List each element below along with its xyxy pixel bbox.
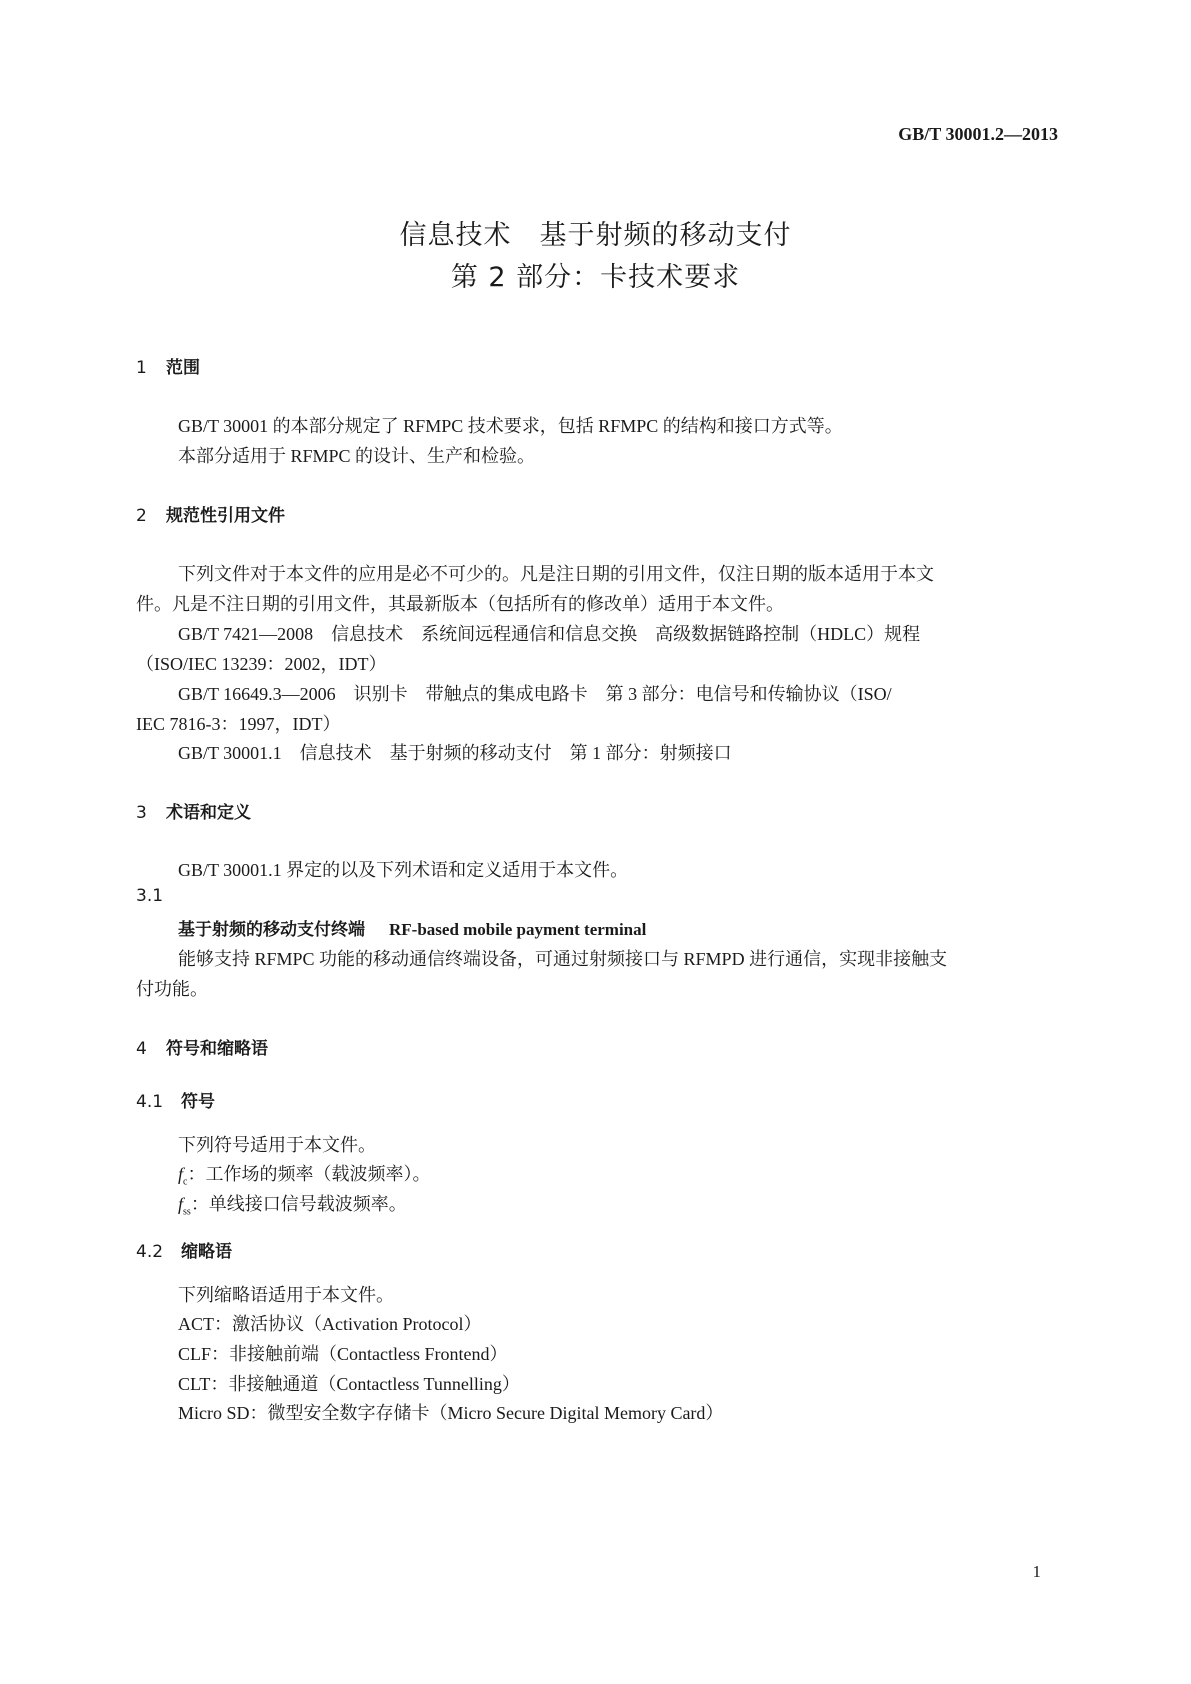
- section-title: 缩略语: [181, 1242, 232, 1262]
- abbreviation: CLT：非接触通道（Contactless Tunnelling）: [178, 1374, 520, 1394]
- section-title: 符号和缩略语: [166, 1039, 268, 1059]
- section-4-heading: [136, 1034, 268, 1059]
- section-title: 规范性引用文件: [166, 506, 285, 526]
- section-number: 3: [136, 803, 147, 823]
- symbol-definition: [178, 1190, 407, 1218]
- term-definition: 付功能。: [136, 979, 208, 999]
- normative-reference: GB/T 30001.1 信息技术 基于射频的移动支付 第 1 部分：射频接口: [178, 743, 732, 763]
- section-3-heading: [136, 798, 251, 823]
- section-number: 1: [136, 358, 147, 378]
- abbreviation: Micro SD：微型安全数字存储卡（Micro Secure Digital Memory Card）: [178, 1403, 724, 1423]
- page-number: 1: [1032, 1562, 1041, 1581]
- paragraph: 本部分适用于 RFMPC 的设计、生产和检验。: [178, 446, 536, 466]
- section-title: 范围: [166, 358, 200, 378]
- paragraph: 件。凡是不注日期的引用文件，其最新版本（包括所有的修改单）适用于本文件。: [136, 594, 784, 614]
- symbol-text: ：单线接口信号载波频率。: [190, 1194, 407, 1214]
- symbol: $f_{ss}$: [178, 1194, 191, 1218]
- term-number: 3.1: [136, 886, 164, 906]
- section-title: 符号: [181, 1092, 215, 1112]
- paragraph: GB/T 30001.1 界定的以及下列术语和定义适用于本文件。: [178, 860, 629, 880]
- section-title: 术语和定义: [166, 803, 251, 823]
- term-english: RF-based mobile payment terminal: [389, 920, 647, 939]
- section-4-1-heading: [136, 1087, 215, 1112]
- normative-reference: IEC 7816-3：1997，IDT）: [136, 714, 341, 734]
- section-number: 2: [136, 506, 147, 526]
- standard-code: GB/T 30001.2—2013: [898, 124, 1058, 144]
- section-number: 4: [136, 1039, 147, 1059]
- section-2-heading: [136, 501, 285, 526]
- section-number: 4.2: [136, 1242, 164, 1262]
- paragraph: GB/T 30001 的本部分规定了 RFMPC 技术要求，包括 RFMPC 的结构和接口方式等。: [178, 416, 843, 436]
- section-1-heading: [136, 353, 200, 378]
- document-title-line1: 信息技术 基于射频的移动支付: [399, 220, 792, 251]
- symbol: $f_c$: [178, 1164, 188, 1188]
- paragraph: 下列文件对于本文件的应用是必不可少的。凡是注日期的引用文件，仅注日期的版本适用于本文: [178, 564, 934, 584]
- normative-reference: GB/T 7421—2008 信息技术 系统间远程通信和信息交换 高级数据链路控制（HDLC）规程: [178, 624, 921, 644]
- normative-reference: GB/T 16649.3—2006 识别卡 带触点的集成电路卡 第 3 部分：电信号和传输协议（ISO/: [178, 684, 892, 704]
- section-number: 4.1: [136, 1092, 164, 1112]
- abbreviation: CLF：非接触前端（Contactless Frontend）: [178, 1344, 508, 1364]
- symbol-definition: [178, 1160, 430, 1188]
- abbreviation: ACT：激活协议（Activation Protocol）: [178, 1314, 482, 1334]
- section-4-2-heading: [136, 1237, 232, 1262]
- document-title-line2: 第 2 部分：卡技术要求: [450, 262, 741, 293]
- term-definition: 能够支持 RFMPC 功能的移动通信终端设备，可通过射频接口与 RFMPD 进行通信，实现非接触支: [178, 949, 948, 969]
- paragraph: 下列符号适用于本文件。: [178, 1135, 376, 1155]
- symbol-text: ：工作场的频率（载波频率）。: [187, 1164, 431, 1184]
- term-title: [178, 915, 646, 940]
- term-chinese: 基于射频的移动支付终端: [178, 920, 365, 940]
- normative-reference: （ISO/IEC 13239：2002，IDT）: [136, 654, 387, 674]
- paragraph: 下列缩略语适用于本文件。: [178, 1285, 394, 1305]
